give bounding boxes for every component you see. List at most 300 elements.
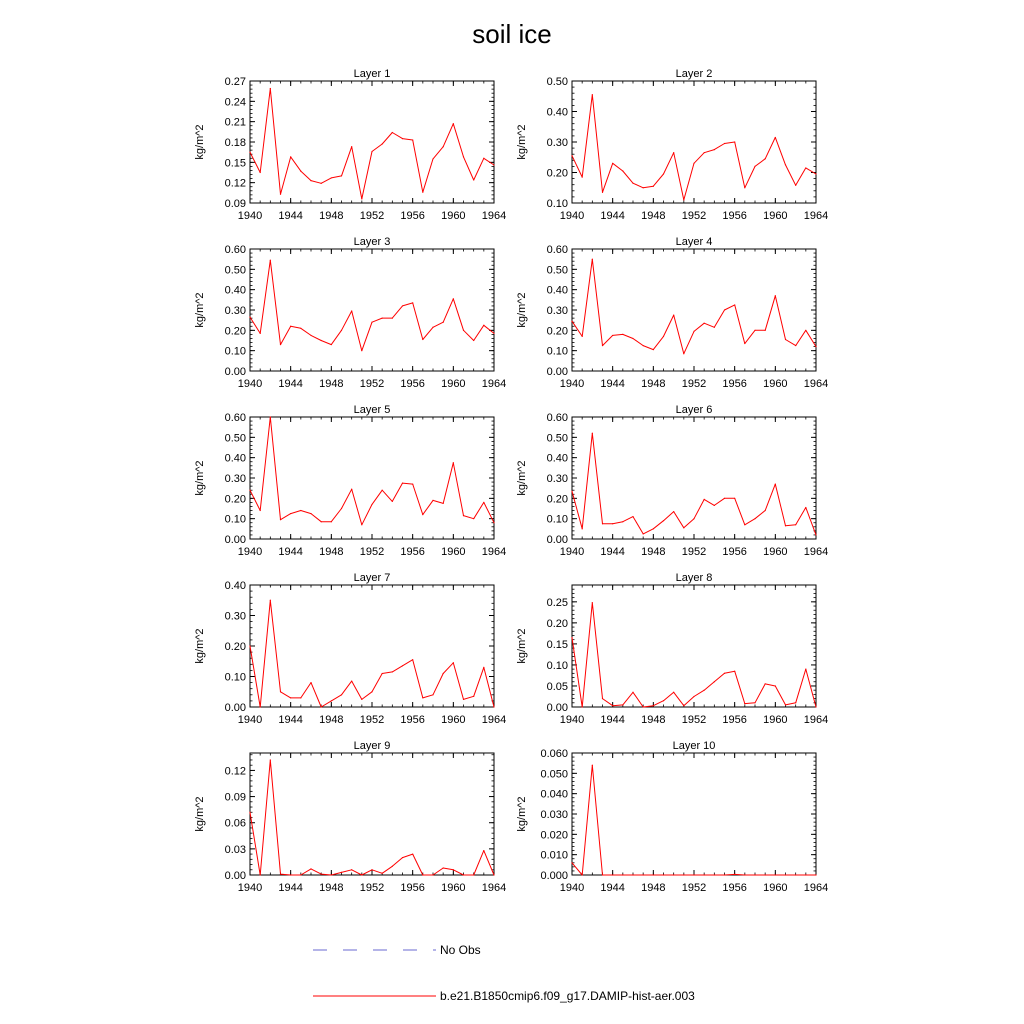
data-point [602, 523, 603, 524]
data-point [249, 490, 250, 491]
x-tick-label: 1956 [400, 210, 425, 222]
series-line [572, 603, 816, 707]
x-tick-label: 1948 [641, 378, 666, 390]
data-point [483, 158, 484, 159]
data-point [602, 874, 603, 875]
data-point [331, 874, 332, 875]
data-point [443, 322, 444, 323]
data-point [775, 685, 776, 686]
data-point [402, 857, 403, 858]
data-point [602, 192, 603, 193]
data-point [392, 318, 393, 319]
data-point [453, 462, 454, 463]
data-point [453, 662, 454, 663]
data-point [704, 499, 705, 500]
data-point [361, 524, 362, 525]
data-point [775, 295, 776, 296]
x-tick-label: 1956 [722, 210, 747, 222]
data-point [310, 513, 311, 514]
data-point [775, 484, 776, 485]
data-point [805, 669, 806, 670]
data-point [765, 158, 766, 159]
data-point [331, 521, 332, 522]
data-point [815, 346, 816, 347]
x-tick-label: 1960 [441, 210, 466, 222]
panel-title: Layer 8 [675, 572, 713, 584]
y-tick-label: 0.60 [224, 412, 246, 424]
x-tick-label: 1960 [763, 210, 788, 222]
y-tick-label: 0.020 [540, 829, 568, 842]
data-point [270, 600, 271, 601]
data-point [785, 525, 786, 526]
data-point [612, 163, 613, 164]
data-point [361, 874, 362, 875]
data-point [463, 874, 464, 875]
data-point [321, 340, 322, 341]
x-tick-label: 1964 [481, 882, 507, 894]
plot-frame [572, 81, 816, 203]
data-point [805, 330, 806, 331]
x-tick-label: 1964 [481, 546, 507, 558]
data-point [734, 141, 735, 142]
data-point [592, 259, 593, 260]
data-point [249, 645, 250, 646]
x-tick-label: 1940 [559, 882, 585, 894]
data-point [473, 179, 474, 180]
data-point [622, 704, 623, 705]
y-tick-label: 0.25 [546, 596, 568, 609]
data-point [785, 164, 786, 165]
y-tick-label: 0.06 [224, 817, 246, 830]
y-tick-label: 0.30 [546, 473, 568, 485]
plot-frame [250, 753, 494, 875]
data-point [382, 318, 383, 319]
x-tick-label: 1944 [600, 546, 625, 558]
series-line [572, 765, 816, 875]
x-tick-label: 1940 [559, 546, 585, 558]
data-point [734, 304, 735, 305]
data-point [371, 504, 372, 505]
x-tick-label: 1944 [600, 882, 625, 894]
y-tick-label: 0.050 [540, 768, 568, 781]
data-point [602, 698, 603, 699]
x-tick-label: 1956 [722, 378, 747, 390]
data-point [351, 489, 352, 490]
data-point [483, 325, 484, 326]
data-point [422, 192, 423, 193]
legend [313, 943, 695, 1003]
y-axis-label: kg/m^2 [194, 460, 206, 496]
y-tick-label: 0.30 [224, 305, 246, 317]
y-tick-label: 0.10 [546, 198, 568, 210]
data-point [795, 874, 796, 875]
y-tick-label: 0.12 [224, 765, 246, 778]
y-tick-label: 0.010 [540, 849, 568, 862]
x-tick-label: 1948 [641, 882, 666, 894]
data-point [483, 850, 484, 851]
data-point [321, 521, 322, 522]
data-point [612, 335, 613, 336]
y-tick-label: 0.20 [224, 325, 246, 338]
data-point [571, 637, 572, 638]
data-point [744, 703, 745, 704]
data-point [392, 671, 393, 672]
y-tick-label: 0.60 [224, 244, 246, 256]
data-point [775, 137, 776, 138]
data-point [280, 519, 281, 520]
y-tick-label: 0.00 [546, 702, 568, 714]
x-tick-label: 1956 [722, 882, 747, 894]
data-point [663, 700, 664, 701]
data-point [693, 518, 694, 519]
y-tick-label: 0.09 [224, 791, 246, 804]
data-point [412, 853, 413, 854]
x-tick-label: 1960 [441, 546, 466, 558]
x-tick-label: 1956 [400, 714, 425, 726]
y-tick-label: 0.40 [224, 580, 246, 592]
data-point [483, 667, 484, 668]
data-point [673, 314, 674, 315]
x-tick-label: 1940 [237, 714, 263, 726]
x-tick-label: 1944 [278, 714, 303, 726]
data-point [351, 310, 352, 311]
x-tick-label: 1952 [681, 378, 707, 390]
data-point [361, 350, 362, 351]
data-point [473, 874, 474, 875]
x-tick-label: 1948 [319, 210, 344, 222]
data-point [582, 706, 583, 707]
x-tick-label: 1960 [763, 546, 788, 558]
plot-frame [250, 585, 494, 707]
y-tick-label: 0.20 [224, 493, 246, 506]
data-point [622, 521, 623, 522]
data-point [463, 515, 464, 516]
y-tick-label: 0.030 [540, 809, 568, 821]
data-point [392, 132, 393, 133]
data-point [765, 330, 766, 331]
x-tick-label: 1952 [681, 546, 707, 558]
y-axis-label: kg/m^2 [516, 628, 528, 664]
data-point [493, 706, 494, 707]
series-line [572, 259, 816, 354]
x-tick-label: 1952 [681, 210, 707, 222]
data-point [734, 874, 735, 875]
data-point [300, 171, 301, 172]
data-point [351, 680, 352, 681]
data-point [412, 484, 413, 485]
y-tick-label: 0.24 [224, 96, 246, 109]
y-tick-label: 0.20 [546, 617, 568, 630]
x-tick-label: 1940 [559, 714, 585, 726]
data-point [280, 194, 281, 195]
data-point [592, 765, 593, 766]
data-point [734, 498, 735, 499]
data-point [724, 498, 725, 499]
data-point [493, 874, 494, 875]
data-point [765, 874, 766, 875]
y-tick-label: 0.50 [546, 76, 568, 88]
y-tick-label: 0.00 [224, 702, 246, 714]
x-tick-label: 1940 [237, 882, 263, 894]
data-point [612, 705, 613, 706]
y-tick-label: 0.20 [546, 493, 568, 506]
data-point [663, 173, 664, 174]
data-point [785, 704, 786, 705]
data-point [310, 180, 311, 181]
panel-layer-2 [516, 68, 828, 222]
panel-layer-9 [194, 740, 506, 894]
series-line [250, 760, 494, 875]
data-point [683, 874, 684, 875]
data-point [754, 166, 755, 167]
y-tick-label: 0.60 [546, 412, 568, 424]
data-point [402, 138, 403, 139]
x-tick-label: 1948 [319, 546, 344, 558]
y-tick-label: 0.30 [224, 473, 246, 485]
x-tick-label: 1952 [359, 210, 385, 222]
plot-frame [572, 753, 816, 875]
data-point [622, 874, 623, 875]
panel-title: Layer 7 [353, 572, 391, 584]
data-point [693, 696, 694, 697]
data-point [704, 152, 705, 153]
y-tick-label: 0.12 [224, 177, 246, 190]
x-tick-label: 1964 [481, 210, 507, 222]
data-point [744, 874, 745, 875]
data-point [632, 516, 633, 517]
y-axis-label: kg/m^2 [516, 292, 528, 328]
y-tick-label: 0.00 [224, 870, 246, 882]
data-point [310, 682, 311, 683]
data-point [643, 345, 644, 346]
y-tick-label: 0.40 [546, 452, 568, 465]
data-point [744, 187, 745, 188]
data-point [592, 602, 593, 603]
data-point [402, 305, 403, 306]
x-tick-label: 1956 [722, 714, 747, 726]
panels [194, 68, 828, 894]
y-tick-label: 0.15 [224, 157, 246, 170]
x-tick-label: 1964 [803, 882, 829, 894]
y-tick-label: 0.00 [546, 534, 568, 546]
data-point [632, 874, 633, 875]
data-point [775, 874, 776, 875]
data-point [432, 694, 433, 695]
series-line [250, 89, 494, 199]
legend-model-label: b.e21.B1850cmip6.f09_g17.DAMIP-hist-aer.003 [440, 989, 695, 1003]
data-point [443, 146, 444, 147]
data-point [815, 534, 816, 535]
data-point [341, 508, 342, 509]
data-point [673, 152, 674, 153]
data-point [582, 874, 583, 875]
x-tick-label: 1940 [237, 210, 263, 222]
panel-layer-7 [194, 572, 506, 726]
data-point [693, 331, 694, 332]
x-tick-label: 1940 [559, 378, 585, 390]
x-tick-label: 1948 [319, 714, 344, 726]
data-point [714, 327, 715, 328]
data-point [571, 862, 572, 863]
data-point [453, 123, 454, 124]
data-point [270, 759, 271, 760]
panel-title: Layer 4 [675, 236, 713, 248]
x-tick-label: 1956 [400, 882, 425, 894]
data-point [632, 338, 633, 339]
y-tick-label: 0.10 [546, 659, 568, 672]
data-point [663, 874, 664, 875]
data-point [443, 867, 444, 868]
panel-layer-5 [194, 404, 506, 558]
data-point [453, 869, 454, 870]
y-tick-label: 0.10 [224, 345, 246, 358]
data-point [493, 164, 494, 165]
data-point [443, 503, 444, 504]
x-tick-label: 1964 [803, 378, 829, 390]
data-point [331, 177, 332, 178]
x-tick-label: 1964 [481, 714, 507, 726]
data-point [815, 874, 816, 875]
data-point [341, 330, 342, 331]
data-point [422, 339, 423, 340]
data-point [270, 416, 271, 417]
x-tick-label: 1960 [763, 882, 788, 894]
data-point [402, 665, 403, 666]
data-point [612, 523, 613, 524]
y-tick-label: 0.50 [546, 264, 568, 277]
data-point [795, 702, 796, 703]
data-point [260, 333, 261, 334]
y-tick-label: 0.50 [224, 432, 246, 445]
panel-title: Layer 10 [672, 740, 716, 752]
y-tick-label: 0.10 [546, 345, 568, 358]
data-point [463, 330, 464, 331]
data-point [290, 156, 291, 157]
y-tick-label: 0.30 [546, 137, 568, 149]
data-point [310, 868, 311, 869]
x-tick-label: 1944 [278, 882, 303, 894]
data-point [765, 510, 766, 511]
data-point [582, 336, 583, 337]
data-point [805, 507, 806, 508]
data-point [815, 173, 816, 174]
data-point [341, 175, 342, 176]
data-point [582, 528, 583, 529]
data-point [290, 326, 291, 327]
panel-title: Layer 1 [353, 68, 391, 80]
data-point [643, 706, 644, 707]
data-point [683, 199, 684, 200]
panel-layer-10 [516, 740, 828, 894]
x-tick-label: 1948 [319, 378, 344, 390]
panel-title: Layer 6 [675, 404, 713, 416]
y-tick-label: 0.10 [224, 513, 246, 526]
panel-layer-8 [516, 572, 828, 726]
plot-frame [250, 81, 494, 203]
data-point [382, 673, 383, 674]
data-point [724, 309, 725, 310]
y-axis-label: kg/m^2 [194, 124, 206, 160]
data-point [663, 520, 664, 521]
data-point [643, 533, 644, 534]
data-point [290, 874, 291, 875]
data-point [402, 482, 403, 483]
data-point [432, 500, 433, 501]
data-point [260, 874, 261, 875]
data-point [693, 163, 694, 164]
data-point [754, 330, 755, 331]
data-point [493, 333, 494, 334]
data-point [351, 869, 352, 870]
data-point [371, 322, 372, 323]
x-tick-label: 1952 [681, 714, 707, 726]
data-point [321, 706, 322, 707]
data-point [592, 433, 593, 434]
panel-title: Layer 9 [353, 740, 391, 752]
panel-layer-1 [194, 68, 506, 222]
series-line [250, 260, 494, 351]
data-point [653, 874, 654, 875]
y-tick-label: 0.30 [546, 305, 568, 317]
y-tick-label: 0.40 [546, 106, 568, 119]
panel-title: Layer 2 [675, 68, 713, 80]
plot-frame [572, 585, 816, 707]
x-tick-label: 1948 [641, 714, 666, 726]
data-point [321, 874, 322, 875]
data-point [653, 528, 654, 529]
data-point [310, 335, 311, 336]
x-tick-label: 1944 [600, 378, 625, 390]
x-tick-label: 1960 [763, 378, 788, 390]
data-point [371, 691, 372, 692]
data-point [704, 690, 705, 691]
data-point [392, 866, 393, 867]
x-tick-label: 1964 [803, 714, 829, 726]
data-point [714, 149, 715, 150]
data-point [602, 345, 603, 346]
data-point [622, 170, 623, 171]
data-point [805, 874, 806, 875]
x-tick-label: 1940 [559, 210, 585, 222]
y-tick-label: 0.040 [540, 788, 568, 801]
data-point [795, 345, 796, 346]
data-point [341, 872, 342, 873]
x-tick-label: 1964 [803, 546, 829, 558]
data-point [249, 152, 250, 153]
data-point [280, 874, 281, 875]
y-tick-label: 0.10 [224, 671, 246, 684]
data-point [321, 183, 322, 184]
data-point [382, 873, 383, 874]
data-point [571, 155, 572, 156]
plot-frame [572, 417, 816, 539]
data-point [724, 673, 725, 674]
x-tick-label: 1940 [237, 378, 263, 390]
data-point [249, 812, 250, 813]
y-axis-label: kg/m^2 [516, 460, 528, 496]
y-tick-label: 0.03 [224, 843, 246, 856]
data-point [300, 697, 301, 698]
data-point [744, 524, 745, 525]
data-point [683, 705, 684, 706]
data-point [643, 187, 644, 188]
data-point [744, 343, 745, 344]
y-axis-label: kg/m^2 [194, 292, 206, 328]
y-tick-label: 0.05 [546, 680, 568, 693]
series-line [572, 95, 816, 200]
data-point [443, 673, 444, 674]
x-tick-label: 1960 [441, 378, 466, 390]
